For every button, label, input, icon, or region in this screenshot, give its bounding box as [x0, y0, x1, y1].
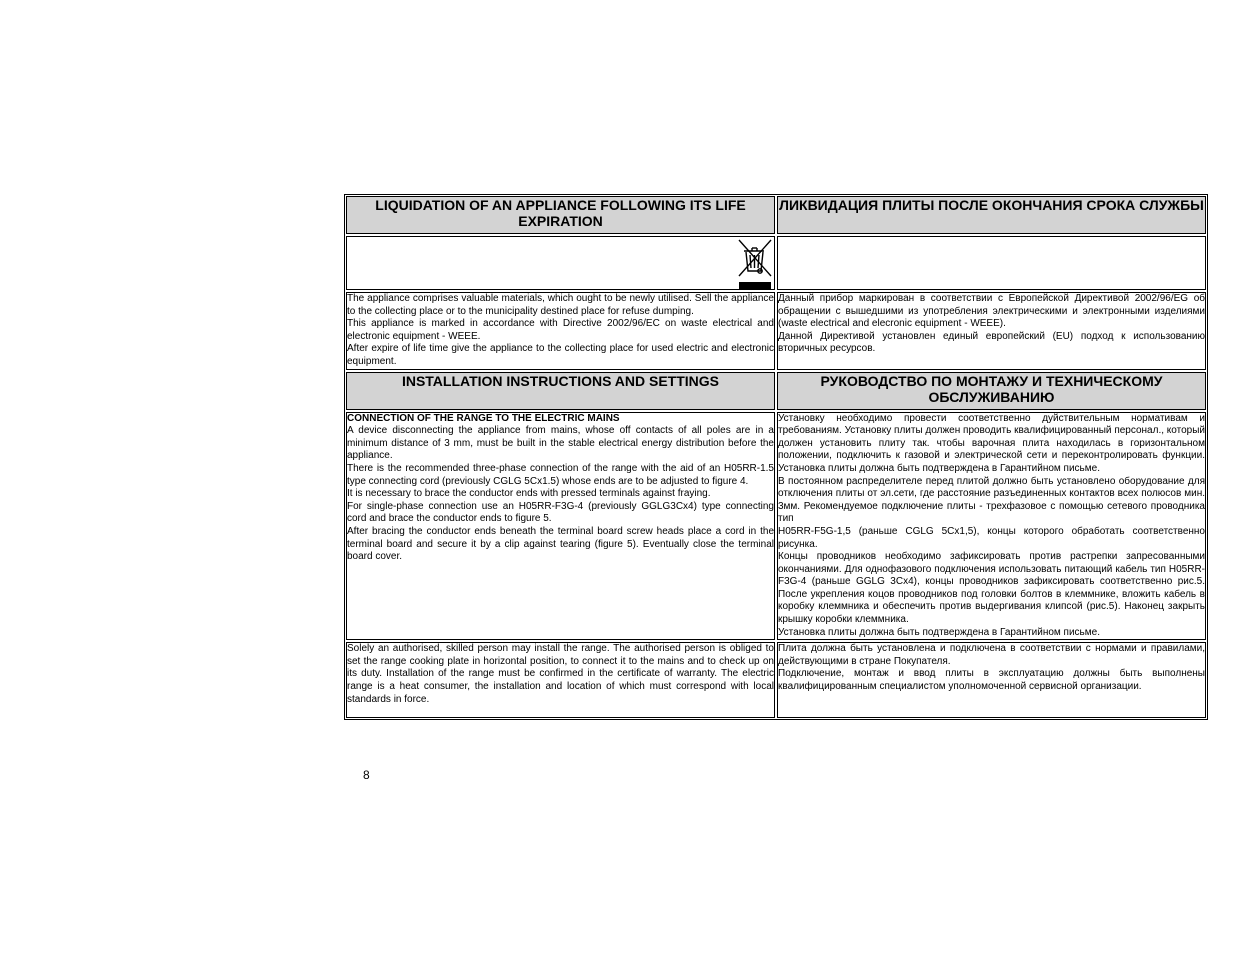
paragraph: Solely an authorised, skilled person may install the range. The authorised person is obliged to set the range cooking plate in horizontal position, to connect it to the mains and to check up on its duty. Installation of the range must be confirmed in the certificate of warranty. The electric range is a heat consumer, the installation and location of which must correspond with local standards in force.	[347, 643, 774, 705]
installation-header-row	[346, 372, 1206, 410]
paragraph: Установка плиты должна быть подтверждена в Гарантийном письме.	[778, 626, 1100, 638]
paragraph: The appliance comprises valuable materials, which ought to be newly utilised. Sell the appliance to the collecting place or to the municipality destined place for refuse dumping.	[347, 293, 774, 317]
paragraph: Данный прибор маркирован в соответствии с Европейской Директивой 2002/96/EG об обращении с вышедшими из употребления электрическими и электронными изделиями (waste electrical and elecronic equipment - WEEE).	[778, 293, 1205, 330]
crossed-out-wheelie-bin-icon	[737, 238, 773, 290]
installation-title-en: INSTALLATION INSTRUCTIONS AND SETTINGS	[346, 372, 775, 410]
paragraph: For single-phase connection use an H05RR-F3G-4 (previously GGLG3Cx4) type connecting cord and brace the conductor ends to figure 5.	[347, 500, 774, 525]
liquidation-title-en: LIQUIDATION OF AN APPLIANCE FOLLOWING ITS LIFE EXPIRATION	[346, 196, 775, 234]
paragraph: Установку необходимо провести соответственно дуйствительным нормативам и требованиям. Установку плиты должен проводить квалифицированный персонал., который должен установить плиту так. чтобы варочная плита находилась в горизонтальном положении, подключить к газовой и электрической сети и переконтролировать функции. Установка плиты должна быть подтверждена в Гарантийном письме.	[778, 412, 1205, 474]
paragraph: Плита должна быть установлена и подключена в соответствии с нормами и правилами, действующими в стране Покупателя.	[778, 643, 1205, 667]
paragraph: After expire of life time give the appliance to the collecting place for used electric and electronic equipment.	[347, 343, 774, 367]
liquidation-title-ru: ЛИКВИДАЦИЯ ПЛИТЫ ПОСЛЕ ОКОНЧАНИЯ СРОКА СЛУЖБЫ	[777, 196, 1206, 234]
empty-icon-cell	[777, 236, 1206, 290]
weee-icon-row	[346, 236, 1206, 290]
paragraph: This appliance is marked in accordance with Directive 2002/96/EC on waste electrical and electronic equipment - WEEE.	[347, 318, 774, 342]
installation-note-ru	[777, 642, 1206, 718]
section-subtitle: CONNECTION OF THE RANGE TO THE ELECTRIC MAINS	[347, 412, 620, 424]
paragraph: It is necessary to brace the conductor ends with pressed terminals against fraying.	[347, 488, 711, 500]
bilingual-table	[344, 194, 1208, 720]
paragraph: H05RR-F5G-1,5 (раньше CGLG 5Cx1,5), концы которого обработать соответственно рисунка.	[778, 525, 1205, 550]
installation-text-ru	[777, 412, 1206, 641]
paragraph: Данной Директивой установлен единый европейский (EU) подход к использованию вторичных ресурсов.	[778, 330, 1205, 355]
paragraph: В постоянном распределителе перед плитой должно быть установлено оборудование для отключения плиты от эл.сети, где расстояние разъединенных контактов всех полюсов мин. 3мм. Рекомендуемое подключение плиты - трехфазовое с помощью сетевого проводника тип	[778, 475, 1205, 525]
paragraph: There is the recommended three-phase connection of the range with the aid of an H05RR-1.5 type connecting cord (previously CGLG 5Cx1.5) whose ends are to be adjusted to figure 4.	[347, 462, 774, 487]
installation-text-en	[346, 412, 775, 641]
weee-icon-cell	[346, 236, 775, 290]
liquidation-header-row	[346, 196, 1206, 234]
paragraph: After bracing the conductor ends beneath the terminal board screw heads place a cord in the terminal board and secure it by a clip against tearing (figure 5). Eventually close the terminal board cover.	[347, 525, 774, 563]
paragraph: Подключение, монтаж и ввод плиты в эксплуатацию должны быть выполнены квалифицированным специалистом уполномоченной сервисной организации.	[778, 668, 1205, 693]
installation-note-row	[346, 642, 1206, 718]
liquidation-text-en	[346, 292, 775, 370]
liquidation-text-ru	[777, 292, 1206, 370]
liquidation-body-row	[346, 292, 1206, 370]
paragraph: A device disconnecting the appliance from mains, whose off contacts of all poles are in a minimum distance of 3 mm, must be built in the stable electrical energy distribution before the appliance.	[347, 425, 774, 462]
manual-table	[344, 194, 1208, 720]
installation-body-row	[346, 412, 1206, 641]
page-number: 8	[363, 768, 370, 782]
paragraph: Концы проводников необходимо зафиксировать против растрепки запресованными окончаниями. Для однофазового подключения использовать питающий кабель тип H05RR-F3G-4 (раньше GGLG 3Cx4), концы проводников зафиксировать соответственно рис.5. После укрепления коцов проводников под головки болтов в клеммнике, вложить кабель в коробку клеммника и обеспечить против выдергивания клипсой (рис.5). Наконец закрыть крышку коробки клеммника.	[778, 551, 1205, 626]
installation-title-ru: РУКОВОДСТВО ПО МОНТАЖУ И ТЕХНИЧЕСКОМУ ОБСЛУЖИВАНИЮ	[777, 372, 1206, 410]
installation-note-en	[346, 642, 775, 718]
